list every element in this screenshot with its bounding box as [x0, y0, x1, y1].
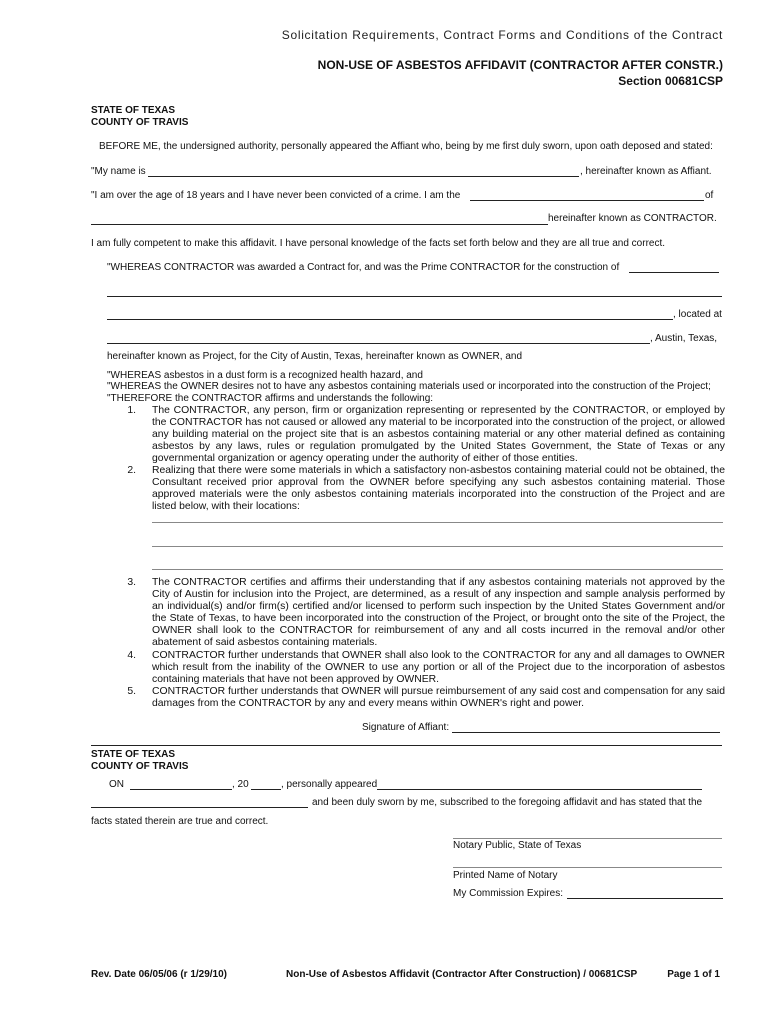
contractor-known-as: hereinafter known as CONTRACTOR. — [548, 213, 717, 224]
located-at-label: , located at — [673, 309, 722, 320]
list-item: The CONTRACTOR, any person, firm or organization representing or represented by the CONTRACTOR, or employed by the CONTRACTOR has not caused or allowed any material to be incorporated into the construction of the project, or allowed any building material on the project site that is an asbestos containing material or any other material defined as containing asbestos by any laws, rules or regulation promulgated by the United States Government, the State of Texas or any governmental organization or agency operating under the authority of either of those entities. — [152, 405, 725, 464]
approved-materials-line[interactable] — [152, 546, 723, 547]
footer-document-name: Non-Use of Asbestos Affidavit (Contractor After Construction) / 00681CSP — [286, 969, 638, 980]
item-number: 1. — [127, 405, 136, 416]
item-number: 3. — [127, 577, 136, 588]
project-description-field[interactable] — [107, 296, 722, 297]
appeared-name-field[interactable] — [377, 789, 702, 790]
section-number: Section 00681CSP — [618, 74, 723, 88]
construction-of-field[interactable] — [629, 272, 719, 273]
notary-public-label: Notary Public, State of Texas — [453, 840, 582, 851]
list-item: Realizing that there were some materials in which a satisfactory non-asbestos containing material could not be obtained, the Consultant received prior approval from the OWNER before specifying any such asbestos containing material. Those approved materials were the only asbestos containing materials incorporated into the construction of the Project and are listed below, with their locations: — [152, 465, 725, 512]
of-label: of — [705, 190, 714, 201]
item-number: 5. — [127, 686, 136, 697]
commission-expires-field[interactable] — [567, 898, 723, 899]
whereas-hazard: "WHEREAS asbestos in a dust form is a recognized health hazard, and — [107, 370, 423, 381]
document-title: NON-USE OF ASBESTOS AFFIDAVIT (CONTRACTOR AFTER CONSTR.) — [317, 58, 723, 72]
notary-year-field[interactable] — [251, 789, 281, 790]
notary-county: COUNTY OF TRAVIS — [91, 761, 189, 772]
approved-materials-line[interactable] — [152, 522, 723, 523]
item-number: 2. — [127, 465, 136, 476]
before-me-statement: BEFORE ME, the undersigned authority, personally appeared the Affiant who, being by me first duly sworn, upon oath deposed and stated: — [99, 141, 713, 152]
venue-state: STATE OF TEXAS — [91, 105, 176, 116]
therefore-statement: "THEREFORE the CONTRACTOR affirms and understands the following: — [107, 393, 434, 404]
my-name-label: "My name is — [91, 166, 146, 177]
personally-appeared-label: , personally appeared — [281, 779, 378, 790]
venue-county: COUNTY OF TRAVIS — [91, 117, 189, 128]
sworn-statement: and been duly sworn by me, subscribed to the foregoing affidavit and has stated that the — [312, 797, 703, 808]
list-item: The CONTRACTOR certifies and affirms their understanding that if any asbestos containing materials not approved by the City of Austin for inclusion into the Project, are determined, as a result of any inspection and sample analysis performed by an individual(s) and/or firm(s) certified and/or licensed to perform such inspection by the United States Government and/or the State of Texas, to have been incorporated into the construction of the Project, or brought onto the site of the Project, the OWNER shall look to the CONTRACTOR for reimbursement of any and all costs incurred in the removal and/or other abatement of said asbestos containing materials. — [152, 577, 725, 648]
age-statement: "I am over the age of 18 years and I have never been convicted of a crime. I am the — [91, 190, 461, 201]
project-location-field[interactable] — [107, 319, 673, 320]
on-label: ON — [109, 779, 124, 790]
running-header: Solicitation Requirements, Contract Forms and Conditions of the Contract — [281, 28, 723, 42]
whereas-owner-desires: "WHEREAS the OWNER desires not to have any asbestos containing materials used or incorporated into the construction of the Project; — [107, 381, 711, 392]
notary-date-field[interactable] — [130, 789, 232, 790]
notary-printed-name-field[interactable] — [453, 867, 722, 868]
affiant-signature-label: Signature of Affiant: — [362, 722, 450, 733]
project-address-field[interactable] — [107, 343, 650, 344]
commission-expires-label: My Commission Expires: — [453, 888, 564, 899]
affiant-known-as: , hereinafter known as Affiant. — [580, 166, 712, 177]
affiant-signature-field[interactable] — [452, 732, 720, 733]
footer-rev-date: Rev. Date 06/05/06 (r 1/29/10) — [91, 969, 228, 980]
affiant-name-field[interactable] — [148, 176, 579, 177]
competent-statement: I am fully competent to make this affidavit. I have personal knowledge of the facts set forth below and they are all true and correct. — [91, 238, 666, 249]
appeared-title-field[interactable] — [91, 807, 308, 808]
list-item: CONTRACTOR further understands that OWNER shall also look to the CONTRACTOR for any and all damages to OWNER which result from the inability of the OWNER to use any portion or all of the Project due to the incorporation of asbestos containing materials that have not been approved by OWNER. — [152, 650, 725, 685]
section-divider — [91, 745, 722, 746]
whereas-awarded: "WHEREAS CONTRACTOR was awarded a Contract for, and was the Prime CONTRACTOR for the construction of — [107, 262, 620, 273]
notary-state: STATE OF TEXAS — [91, 749, 176, 760]
austin-texas-label: , Austin, Texas, — [650, 333, 718, 344]
project-owner-statement: hereinafter known as Project, for the City of Austin, Texas, hereinafter known as OWNER, and — [107, 351, 523, 362]
facts-true-statement: facts stated therein are true and correct. — [91, 816, 269, 827]
notary-signature-field[interactable] — [453, 838, 722, 839]
item-number: 4. — [127, 650, 136, 661]
contractor-name-field[interactable] — [91, 224, 548, 225]
year-prefix: , 20 — [232, 779, 249, 790]
printed-name-label: Printed Name of Notary — [453, 870, 558, 881]
affiant-title-field[interactable] — [470, 200, 704, 201]
approved-materials-line[interactable] — [152, 569, 723, 570]
footer-page-number: Page 1 of 1 — [667, 969, 720, 980]
list-item: CONTRACTOR further understands that OWNER will pursue reimbursement of any said cost and compensation for any said damages from the CONTRACTOR by any and every means within OWNER's right and power. — [152, 686, 725, 709]
